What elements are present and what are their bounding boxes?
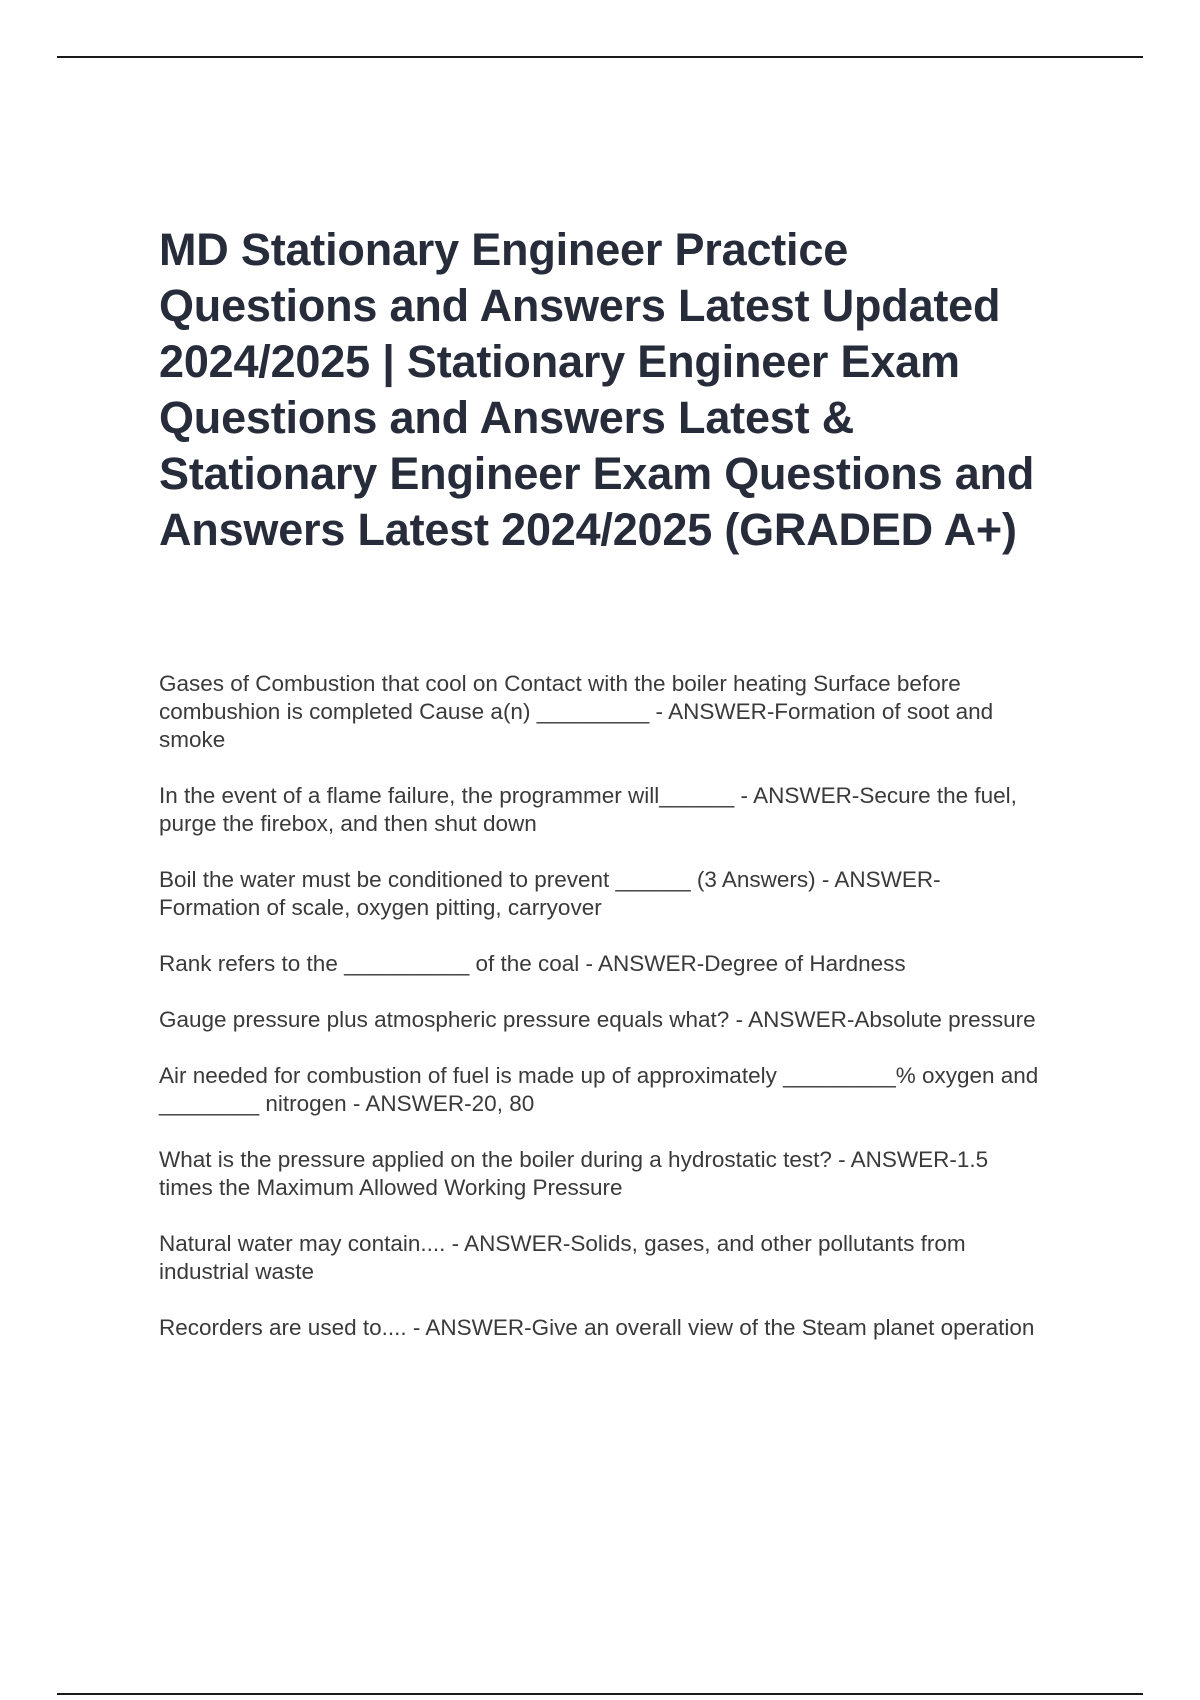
qa-item: Rank refers to the __________ of the coal - ANSWER-Degree of Hardness	[159, 951, 906, 976]
qa-item: Gases of Combustion that cool on Contact with the boiler heating Surface before combushion is completed Cause a(n) _________ - ANSWER-Formation of soot and smoke	[159, 671, 994, 752]
qa-item: Gauge pressure plus atmospheric pressure equals what? - ANSWER-Absolute pressure	[159, 1007, 1036, 1032]
qa-list	[159, 670, 1039, 1370]
page-title: MD Stationary Engineer Practice Questions and Answers Latest Updated 2024/2025 | Stationary Engineer Exam Questions and Answers Latest & Stationary Engineer Exam Questions and Answers Latest 2024/2025 (GRADED A+)	[159, 224, 1035, 555]
qa-item: Natural water may contain.... - ANSWER-Solids, gases, and other pollutants from industrial waste	[159, 1231, 966, 1284]
qa-item: Boil the water must be conditioned to prevent ______ (3 Answers) - ANSWER-Formation of scale, oxygen pitting, carryover	[159, 867, 941, 920]
bottom-divider	[57, 1693, 1143, 1695]
qa-item: Recorders are used to.... - ANSWER-Give an overall view of the Steam planet operation	[159, 1315, 1035, 1340]
qa-item: Air needed for combustion of fuel is made up of approximately _________% oxygen and ________ nitrogen - ANSWER-20, 80	[159, 1063, 1039, 1116]
qa-item: What is the pressure applied on the boiler during a hydrostatic test? - ANSWER-1.5 times the Maximum Allowed Working Pressure	[159, 1147, 989, 1200]
top-divider	[57, 56, 1143, 58]
qa-item: In the event of a flame failure, the programmer will______ - ANSWER-Secure the fuel, purge the firebox, and then shut down	[159, 783, 1017, 836]
